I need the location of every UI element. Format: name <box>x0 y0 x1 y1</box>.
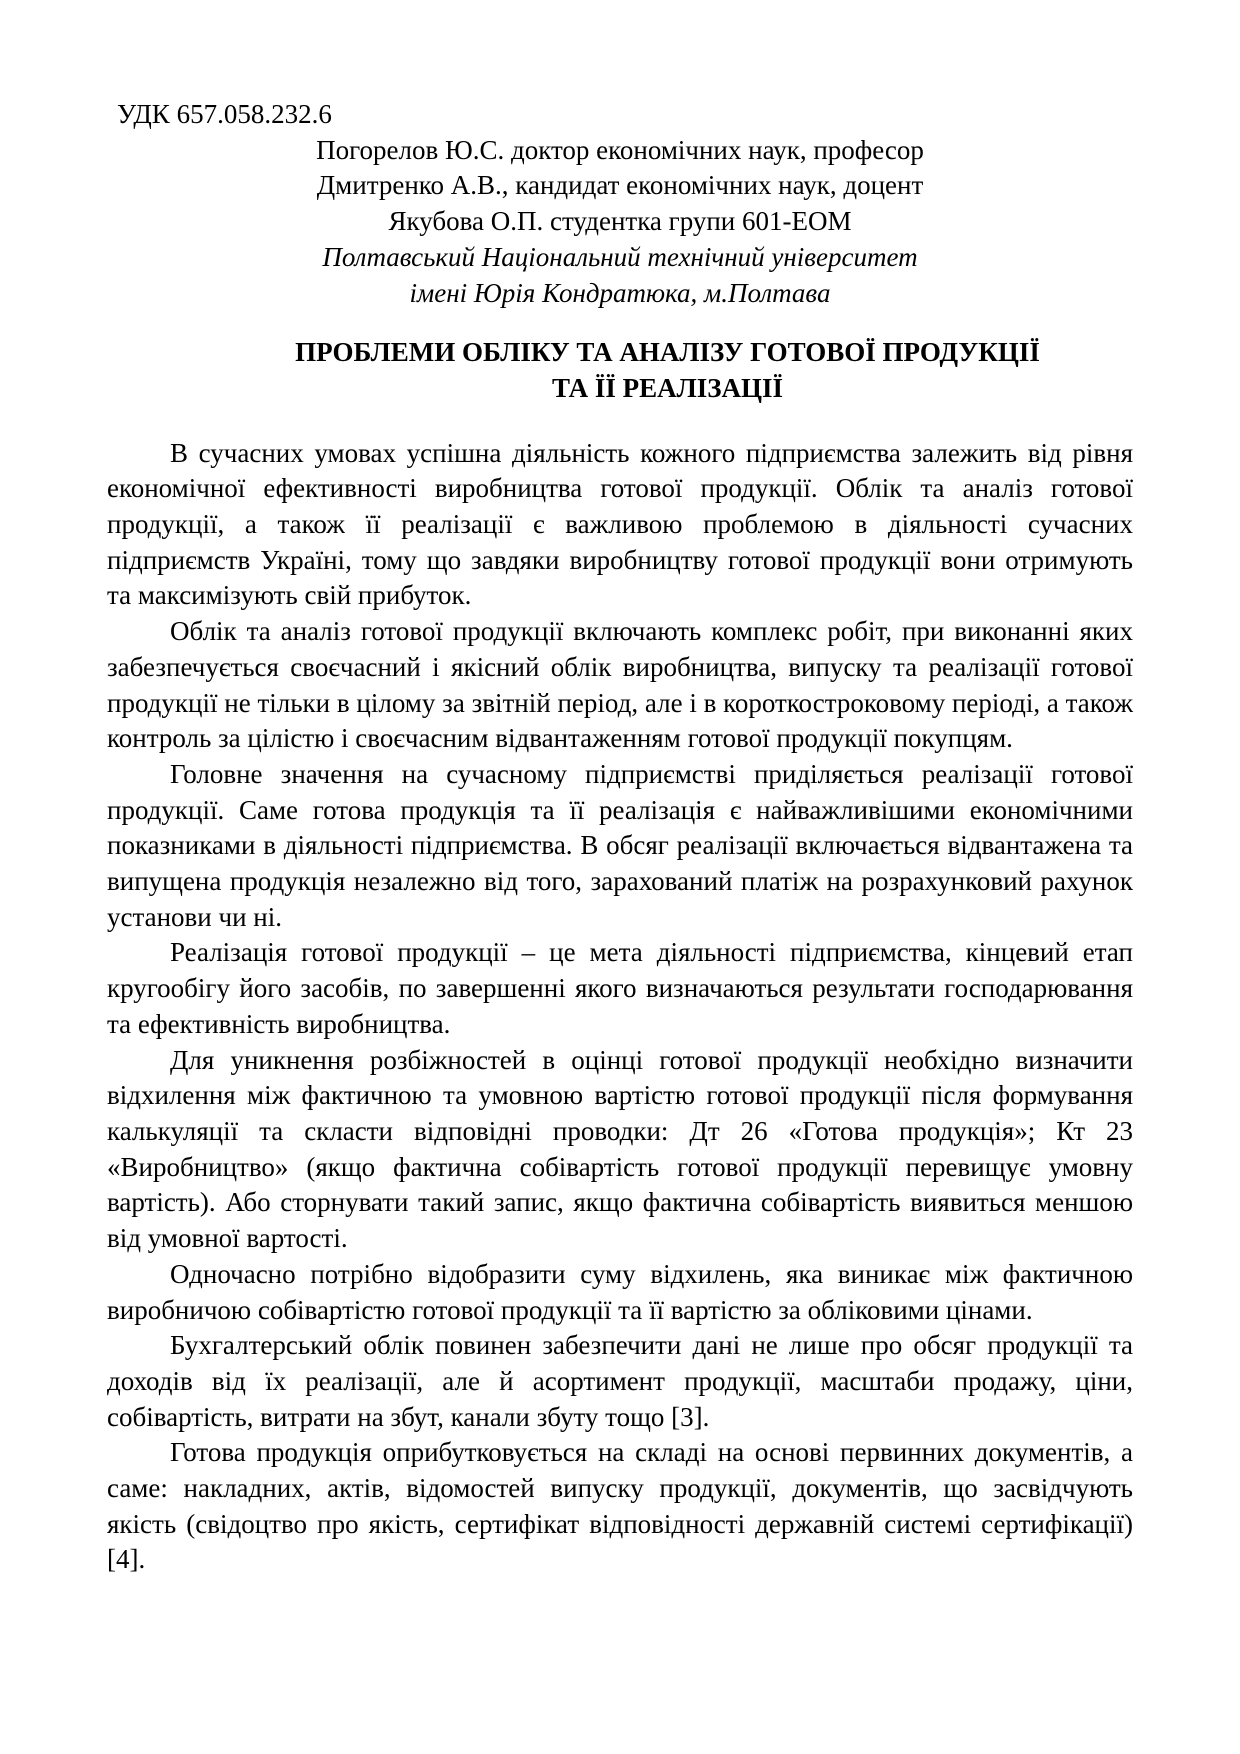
author-line-1: Погорелов Ю.С. доктор економічних наук, професор <box>316 134 924 165</box>
article-title-line-2: ТА ЇЇ РЕАЛІЗАЦІЇ <box>551 372 784 403</box>
paragraph-7: Бухгалтерський облік повинен забезпечити дані не лише про обсяг продукції та доходів від їх реалізації, але й асортимент продукції, масштаби продажу, ціни, собівартість, витрати на збут, канали збуту тощо [3]. <box>107 1330 1133 1432</box>
article-title-line-1: ПРОБЛЕМИ ОБЛІКУ ТА АНАЛІЗУ ГОТОВОЇ ПРОДУКЦІЇ <box>295 337 1040 368</box>
paragraph-4: Реалізація готової продукції – це мета діяльності підприємства, кінцевий етап кругообігу його засобів, по завершенні якого визначаються результати господарювання та ефективність виробництва. <box>107 937 1133 1039</box>
authors-block <box>107 133 1133 240</box>
author-line-3: Якубова О.П. студентка групи 601-ЕОМ <box>388 206 852 237</box>
affiliation-block <box>107 240 1133 311</box>
paragraph-1: В сучасних умовах успішна діяльність кожного підприємства залежить від рівня економічної ефективності виробництва готової продукції. Облік та аналіз готової продукції, а також її реалізації є важливою проблемою в діяльності сучасних підприємств Україні, тому що завдяки виробництву готової продукції вони отримують та максимізують свій прибуток. <box>107 437 1133 611</box>
paragraph-6: Одночасно потрібно відобразити суму відхилень, яка виникає між фактичною виробничою собівартістю готової продукції та її вартістю за обліковими цінами. <box>107 1258 1133 1325</box>
author-line-2: Дмитренко А.В., кандидат економічних наук, доцент <box>316 170 924 201</box>
paragraph-5: Для уникнення розбіжностей в оцінці готової продукції необхідно визначити відхилення між фактичною та умовною вартістю готової продукції після формування калькуляції та скласти відповідні проводки: Дт 26 «Готова продукція»; Кт 23 «Виробництво» (якщо фактична собівартість готової продукції перевищує умовну вартість). Або сторнувати такий запис, якщо фактична собівартість виявиться меншою від умовної вартості. <box>107 1044 1133 1254</box>
article-body <box>107 436 1133 1579</box>
article-title <box>202 335 1133 406</box>
affiliation-line-1: Полтавський Національний технічний університет <box>322 241 918 272</box>
udk-code: УДК 657.058.232.6 <box>117 99 332 129</box>
paragraph-2: Облік та аналіз готової продукції включають комплекс робіт, при виконанні яких забезпечується своєчасний і якісний облік виробництва, випуску та реалізації готової продукції не тільки в цілому за звітній період, але і в короткостроковому періоді, а також контроль за цілістю і своєчасним відвантаженням готової продукції покупцям. <box>107 616 1133 754</box>
affiliation-line-2: імені Юрія Кондратюка, м.Полтава <box>409 277 831 308</box>
paragraph-3: Головне значення на сучасному підприємстві приділяється реалізації готової продукції. Саме готова продукція та її реалізація є найважливішими економічними показниками в діяльності підприємства. В обсяг реалізації включається відвантажена та випущена продукція незалежно від того, зарахований платіж на розрахунковий рахунок установи чи ні. <box>107 758 1133 932</box>
paragraph-8: Готова продукція оприбутковується на складі на основі первинних документів, а саме: накладних, актів, відомостей випуску продукції, документів, що засвідчують якість (свідоцтво про якість, сертифікат відповідності державній системі сертифікації) [4]. <box>107 1437 1133 1575</box>
